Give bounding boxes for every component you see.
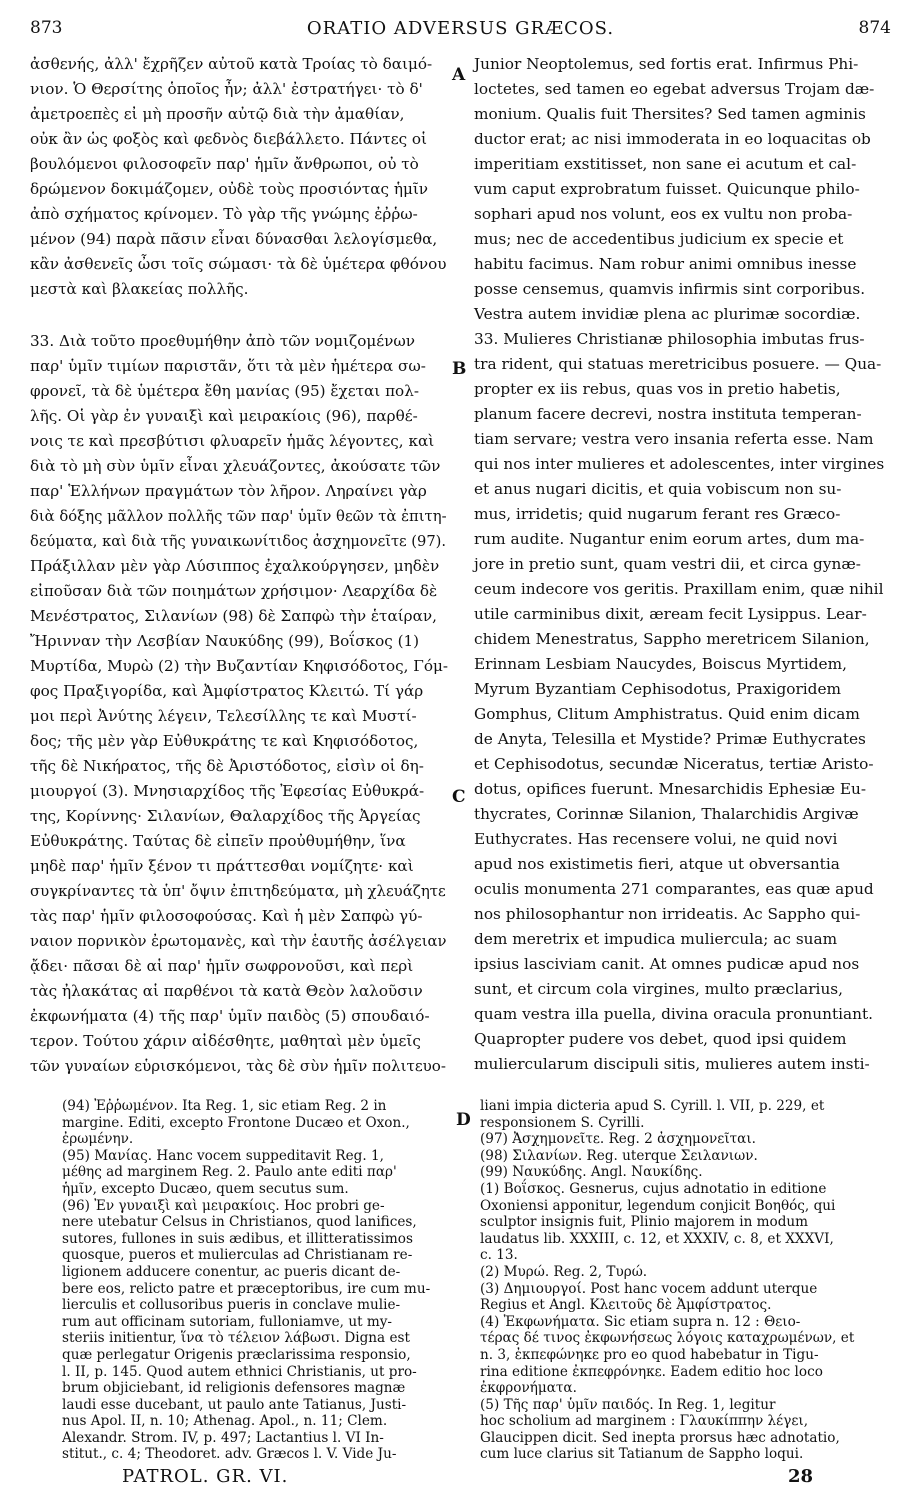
greek-text-line: κἂν ἀσθενεῖς ὦσι τοῖς σώμασι· τὰ δὲ ὑμέτερα φθόνου (30, 255, 447, 273)
latin-text-line: imperitiam exstitisset, non sane ei acutum et cal- (474, 155, 857, 173)
right-column-number: 874 (858, 18, 891, 38)
latin-text-line: monium. Qualis fuit Thersites? Sed tamen agminis (474, 105, 866, 123)
greek-text-line: ᾄδει· πᾶσαι δὲ αἱ παρ' ἡμῖν σωφρονοῦσι, καὶ περὶ (30, 957, 414, 975)
footnote-line: brum objiciebant, id religionis defensores magnæ (62, 1380, 406, 1397)
greek-text-line: Ἤρινναν τὴν Λεσβίαν Ναυκύδης (99), Βοΐσκος (1) (30, 632, 420, 650)
paragraph-gap (30, 302, 448, 329)
footnote-line: hoc scholium ad marginem : Γλαυκίππην λέγει, (480, 1413, 809, 1430)
footnote-line: Glaucippen dicit. Sed inepta prorsus hæc adnotatio, (480, 1429, 840, 1446)
margin-marker-a: A (452, 65, 466, 85)
latin-text-line: rum audite. Nugantur enim eorum artes, dum ma- (474, 530, 865, 548)
latin-text-line: Quapropter pudere vos debet, quod ipsi quidem (474, 1030, 847, 1048)
footnote-line: (95) Μανίας. Hanc vocem suppeditavit Reg. 1, (62, 1147, 384, 1164)
footnote-line: (98) Σιλανίων. Reg. uterque Σειλανιων. (480, 1147, 758, 1164)
latin-text-line: sophari apud nos volunt, eos ex vultu non proba- (474, 205, 853, 223)
greek-text-line: ἀμετροεπὲς εἰ μὴ προσῆν αὐτῷ διὰ τὴν ἀμαθίαν, (30, 105, 405, 123)
greek-text-line: νοις τε καὶ πρεσβύτισι φλυαρεῖν ἡμᾶς λέγοντες, καὶ (30, 432, 435, 450)
greek-text-line: τὰς παρ' ἡμῖν φιλοσοφούσας. Καὶ ἡ μὲν Σαπφὼ γύ- (30, 907, 423, 925)
greek-text-line: τὰς ἠλακάτας αἱ παρθένοι τὰ κατὰ Θεὸν λαλοῦσιν (30, 982, 423, 1000)
greek-text-line: Πράξιλλαν μὲν γὰρ Λύσιππος ἐχαλκούργησεν, μηδὲν (30, 557, 440, 575)
footnote-line: (2) Μυρώ. Reg. 2, Τυρώ. (480, 1263, 648, 1280)
footnote-line: quæ perlegatur Origenis præclarissima responsio, (62, 1346, 411, 1363)
running-title: ORATIO ADVERSUS GRÆCOS. (306, 18, 615, 39)
latin-text-line: Euthycrates. Has recensere volui, ne quid novi (474, 830, 838, 848)
footnote-line: τέρας δέ τινος ἐκφωνήσεως λόγοις καταχρωμένων, et (480, 1330, 855, 1347)
latin-text-line: ductor erat; ac nisi immoderata in eo loquacitas ob (474, 130, 871, 148)
greek-text-line: φος Πραξιγορίδα, καὶ Ἀμφίστρατος Κλειτώ. Τί γάρ (30, 682, 424, 700)
greek-text-line: διὰ τὸ μὴ σὺν ὑμῖν εἶναι χλευάζοντες, ἀκούσατε τῶν (30, 457, 441, 475)
latin-text-line: oculis monumenta 271 comparantes, eas quæ apud (474, 880, 874, 898)
footnote-line: liani impia dicteria apud S. Cyrill. l. VII, p. 229, et (480, 1098, 825, 1114)
margin-marker-b: B (452, 359, 467, 379)
footnote-line: rina editione ἐκπεφρόνηκε. Eadem editio hoc loco (480, 1363, 823, 1380)
footnote-line: steriis initientur, ἵνα τὸ τέλειον λάβωσι. Digna est (62, 1330, 410, 1347)
greek-text-line: ἀπὸ σχήματος κρίνομεν. Τὸ γὰρ τῆς γνώμης ἐῤῥω- (30, 205, 418, 223)
greek-text-line: τῆς δὲ Νικήρατος, τῆς δὲ Ἀριστόδοτος, εἰσὶν οἱ δη- (30, 757, 424, 775)
latin-text-line: Gomphus, Clitum Amphistratus. Quid enim dicam (474, 705, 860, 723)
footnote-line: ἐκφρονήματα. (480, 1380, 577, 1397)
greek-text-line: λῆς. Οἱ γὰρ ἐν γυναιξὶ καὶ μειρακίοις (96), παρθέ- (30, 407, 418, 425)
margin-marker-c: C (452, 787, 466, 807)
footnote-line: lierculis et collusoribus pueris in conclave mulie- (62, 1297, 401, 1314)
latin-text-line: planum facere decrevi, nostra instituta temperan- (474, 405, 862, 423)
footnote-line: (94) Ἐῤῥωμένον. Ita Reg. 1, sic etiam Reg. 2 in (62, 1098, 387, 1114)
greek-text-line: νιον. Ὁ Θερσίτης ὁποῖος ἦν; ἀλλ' ἐστρατήγει· τὸ δ' (30, 80, 423, 98)
greek-text-line: ἐκφωνήματα (4) τῆς παρ' ὑμῖν παιδὸς (5) σπουδαιό- (30, 1007, 430, 1025)
footnote-line: responsionem S. Cyrilli. (480, 1114, 645, 1131)
footnote-line: nus Apol. II, n. 10; Athenag. Apol., n. 11; Clem. (62, 1413, 388, 1430)
greek-text-line: μοι περὶ Ἀνύτης λέγειν, Τελεσίλλης τε καὶ Μυστί- (30, 707, 417, 725)
footnote-line: Alexandr. Strom. IV, p. 497; Lactantius l. VI In- (62, 1429, 384, 1446)
footnote-line: (3) Δημιουργοί. Post hanc vocem addunt uterque (480, 1280, 818, 1297)
latin-text-line: posse censemus, quamvis infirmis sint corporibus. (474, 280, 866, 298)
latin-text-line: utile carminibus dixit, æream fecit Lysippus. Lear- (474, 605, 867, 623)
greek-text-line: δεύματα, καὶ διὰ τῆς γυναικωνίτιδος ἀσχημονεῖτε (97). (30, 533, 447, 550)
series-title: PATROL. GR. VI. (122, 1466, 289, 1487)
footnote-line: cum luce clarius sit Tatianum de Sappho loqui. (480, 1446, 804, 1463)
latin-text-line: Vestra autem invidiæ plena ac plurimæ socordiæ. (474, 305, 861, 323)
greek-text-line: παρ' ὑμῖν τιμίων παριστᾶν, ὅτι τὰ μὲν ἡμέτερα σω- (30, 357, 426, 375)
latin-text-line: mus; nec de accedentibus judicium ex specie et (474, 230, 844, 248)
footnote-line: sutores, fullones in suis ædibus, et illitteratissimos (62, 1230, 413, 1247)
latin-text-line: ipsius lasciviam canit. At omnes pudicæ apud nos (474, 955, 860, 973)
greek-text-line: 33. Διὰ τοῦτο προεθυμήθην ἀπὸ τῶν νομιζομένων (30, 332, 415, 350)
latin-text-line: propter ex iis rebus, quas vos in pretio habetis, (474, 380, 841, 398)
footnote-line: ligionem adducere conentur, ac pueris dicant de- (62, 1263, 401, 1280)
footnote-line: (97) Ἀσχημονεῖτε. Reg. 2 ἀσχημονεῖται. (480, 1131, 757, 1148)
greek-text-line: μηδὲ παρ' ἡμῖν ξένον τι πράττεσθαι νομίζητε· καὶ (30, 857, 414, 875)
greek-text-line: τερον. Τούτου χάριν αἰδέσθητε, μαθηταὶ μὲν ὑμεῖς (30, 1032, 421, 1050)
margin-marker-d: D (456, 1110, 471, 1130)
page-footer (30, 1466, 891, 1496)
footnote-line: (5) Τῆς παρ' ὑμῖν παιδός. In Reg. 1, legitur (480, 1396, 776, 1413)
greek-text-line: Μενέστρατος, Σιλανίων (98) δὲ Σαπφὼ τὴν ἑταίραν, (30, 607, 437, 625)
greek-text-line: βουλόμενοι φιλοσοφεῖν παρ' ἡμῖν ἄνθρωποι, οὐ τὸ (30, 155, 419, 173)
greek-text-line: Μυρτίδα, Μυρὼ (2) τὴν Βυζαντίαν Κηφισόδοτος, Γόμ- (30, 657, 448, 675)
page-header (30, 18, 891, 46)
latin-text-line: qui nos inter mulieres et adolescentes, inter virgines (474, 455, 885, 473)
footnote-line: sculptor insignis fuit, Plinio majorem in modum (480, 1214, 809, 1231)
greek-text-line: εἰποῦσαν διὰ τῶν ποιημάτων χρήσιμον· Λεαρχίδα δὲ (30, 582, 438, 600)
footnote-line: rum aut officinam sutoriam, fulloniamve, ut my- (62, 1313, 393, 1330)
signature-mark: 28 (788, 1466, 814, 1487)
latin-text-line: ceum indecore vos geritis. Praxillam enim, quæ nihil (474, 580, 884, 598)
greek-text-line: Εὐθυκράτης. Ταύτας δὲ εἰπεῖν προὐθυμήθην, ἵνα (30, 832, 406, 850)
footnote-line: quosque, pueros et mulierculas ad Christianam re- (62, 1247, 413, 1264)
greek-text-line: συγκρίναντες τὰ ὑπ' ὄψιν ἐπιτηδεύματα, μὴ χλευάζητε (30, 882, 446, 900)
latin-text-line: chidem Menestratus, Sappho meretricem Silanion, (474, 630, 870, 648)
latin-text-line: quam vestra illa puella, divina oracula pronuntiant. (474, 1005, 873, 1023)
left-column-number: 873 (30, 18, 63, 38)
footnote-line: margine. Editi, excepto Frontone Ducæo et Oxon., (62, 1114, 410, 1131)
footnote-line: laudi esse ducebant, ut paulo ante Tatianus, Justi- (62, 1396, 407, 1413)
latin-text-line: Erinnam Lesbiam Naucydes, Boiscus Myrtidem, (474, 655, 847, 673)
latin-text-line: tra rident, qui statuas meretricibus posuere. — Qua- (474, 355, 882, 373)
footnote-line: bere eos, relicto patre et præceptoribus, ire cum mu- (62, 1280, 431, 1297)
greek-text-column (30, 52, 448, 1079)
latin-text-line: tiam servare; vestra vero insania referta esse. Nam (474, 430, 874, 448)
greek-text-line: οὐκ ἂν ὡς φοξὸς καὶ φεδνὸς διεβάλλετο. Πάντες οἱ (30, 130, 427, 148)
footnote-line: ἡμῖν, excepto Ducæo, quem secutus sum. (62, 1180, 349, 1197)
latin-text-line: jore in pretio sunt, quam vestri dii, et circa gynæ- (474, 555, 861, 573)
footnote-line: c. 13. (480, 1247, 518, 1264)
latin-text-line: de Anyta, Telesilla et Mystide? Primæ Euthycrates (474, 730, 866, 748)
footnote-line: (1) Βοΐσκος. Gesnerus, cujus adnotatio in editione (480, 1180, 827, 1197)
footnote-line: ἐρωμένην. (62, 1131, 134, 1148)
greek-text-line: ἀσθενής, ἀλλ' ἔχρῆζεν αὐτοῦ κατὰ Τροίας τὸ δαιμό- (30, 55, 433, 73)
footnote-line: Regius et Angl. Κλειτοῦς δὲ Ἀμφίστρατος. (480, 1297, 772, 1314)
latin-text-line: muliercularum discipuli sitis, mulieres autem insti- (474, 1055, 870, 1073)
latin-text-line: dotus, opifices fuerunt. Mnesarchidis Ephesiæ Eu- (474, 780, 867, 798)
latin-text-line: sunt, et circum cola virgines, multo præclarius, (474, 980, 844, 998)
latin-text-line: 33. Mulieres Christianæ philosophia imbutas frus- (474, 330, 865, 348)
latin-text-line: nos philosophantur non irrideatis. Ac Sappho qui- (474, 905, 861, 923)
latin-text-line: et anus nugari dicitis, et quia vobiscum non su- (474, 480, 842, 498)
latin-text-line: habitu facimus. Nam robur animi omnibus inesse (474, 255, 857, 273)
greek-text-line: μιουργοί (3). Μνησιαρχίδος τῆς Ἐφεσίας Εὐθυκρά- (30, 782, 425, 800)
footnote-line: (99) Ναυκύδης. Angl. Ναυκίδης. (480, 1164, 703, 1181)
footnote-line: nere utebatur Celsus in Christianos, quod lanifices, (62, 1214, 417, 1231)
footnotes-left (62, 1098, 454, 1463)
greek-text-line: της, Κορίννης· Σιλανίων, Θαλαρχίδος τῆς Ἀργείας (30, 807, 421, 825)
footnote-line: (4) Ἐκφωνήματα. Sic etiam supra n. 12 : Θειο- (480, 1313, 801, 1330)
greek-text-line: δρώμενον δοκιμάζομεν, οὐδὲ τοὺς προσιόντας ἡμῖν (30, 180, 429, 198)
latin-text-line: et Cephisodotus, secundæ Niceratus, tertiæ Aristo- (474, 755, 874, 773)
greek-text-line: δος; τῆς μὲν γὰρ Εὐθυκράτης τε καὶ Κηφισόδοτος, (30, 732, 419, 750)
footnote-line: laudatus lib. XXXIII, c. 12, et XXXIV, c. 8, et XXXVI, (480, 1230, 834, 1247)
footnote-line: (96) Ἐν γυναιξὶ καὶ μειρακίοις. Hoc probri ge- (62, 1197, 385, 1214)
footnote-line: n. 3, ἐκπεφώνηκε pro eo quod habebatur in Tigu- (480, 1346, 819, 1363)
latin-text-line: mus, irridetis; quid nugarum ferant res Græco- (474, 505, 841, 523)
footnote-line: stitut., c. 4; Theodoret. adv. Græcos l. V. Vide Ju- (62, 1446, 397, 1463)
greek-text-line: φρονεῖ, τὰ δὲ ὑμέτερα ἔθη μανίας (95) ἔχεται πολ- (30, 382, 419, 400)
greek-text-line: ναιον πορνικὸν ἐρωτομανὲς, καὶ τὴν ἑαυτῆς ἀσέλγειαν (30, 933, 447, 950)
latin-text-line: dem meretrix et impudica muliercula; ac suam (474, 930, 838, 948)
latin-text-line: thycrates, Corinnæ Silanion, Thalarchidis Argivæ (474, 805, 859, 823)
footnote-line: μέθης ad marginem Reg. 2. Paulo ante editi παρ' (62, 1164, 397, 1181)
greek-text-line: παρ' Ἑλλήνων πραγμάτων τὸν λῆρον. Ληραίνει γὰρ (30, 482, 427, 500)
footnotes-right (480, 1098, 890, 1463)
greek-text-line: διὰ δόξης μᾶλλον πολλῆς τῶν παρ' ὑμῖν θεῶν τὰ ἐπιτη- (30, 508, 447, 525)
latin-text-line: vum caput exprobratum fuisset. Quicunque philo- (474, 180, 860, 198)
latin-text-column (474, 52, 892, 1077)
latin-text-line: Junior Neoptolemus, sed fortis erat. Infirmus Phi- (474, 55, 859, 73)
latin-text-line: loctetes, sed tamen eo egebat adversus Trojam dæ- (474, 80, 875, 98)
greek-text-line: μεστὰ καὶ βλακείας πολλῆς. (30, 280, 249, 298)
footnote-line: Oxoniensi apponitur, legendum conjicit Βοηθός, qui (480, 1197, 836, 1214)
footnote-line: l. II, p. 145. Quod autem ethnici Christianis, ut pro- (62, 1363, 417, 1380)
latin-text-line: Myrum Byzantiam Cephisodotus, Praxigoridem (474, 680, 842, 698)
greek-text-line: τῶν γυναίων εὑρισκόμενοι, τὰς δὲ σὺν ἡμῖν πολιτευο- (30, 1057, 446, 1075)
greek-text-line: μένον (94) παρὰ πᾶσιν εἶναι δύνασθαι λελογίσμεθα, (30, 230, 438, 248)
latin-text-line: apud nos existimetis fieri, atque ut obversantia (474, 855, 840, 873)
